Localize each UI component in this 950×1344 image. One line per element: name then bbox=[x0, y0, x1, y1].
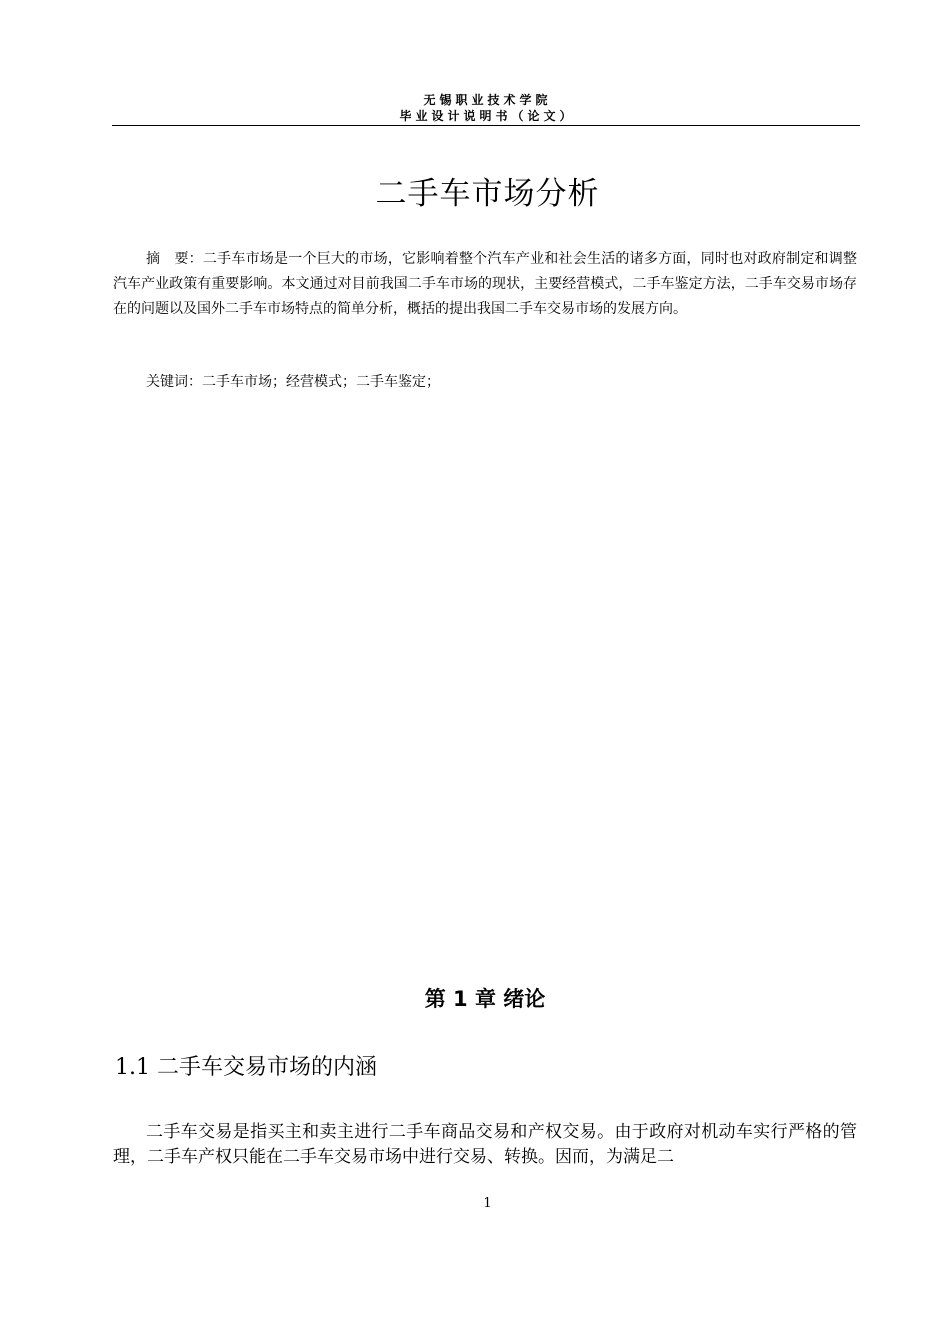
keywords-label: 关键词： bbox=[146, 374, 202, 390]
section-heading: 1.1 二手车交易市场的内涵 bbox=[115, 1055, 377, 1080]
page-number: 1 bbox=[483, 1196, 492, 1211]
keywords-text: 二手车市场；经营模式；二手车鉴定； bbox=[202, 374, 440, 390]
chapter-heading: 第 1 章 绪论 bbox=[424, 987, 546, 1011]
header-document-type: 毕业设计说明书（论文） bbox=[399, 109, 576, 123]
abstract-paragraph bbox=[113, 247, 857, 322]
header-school-name: 无锡职业技术学院 bbox=[423, 93, 552, 107]
header-rule bbox=[112, 125, 860, 126]
body-paragraph bbox=[113, 1120, 857, 1170]
thesis-title: 二手车市场分析 bbox=[375, 176, 600, 212]
abstract-text: 二手车市场是一个巨大的市场，它影响着整个汽车产业和社会生活的诸多方面，同时也对政府制定和调整汽车产业政策有重要影响。本文通过对目前我国二手车市场的现状，主要经营模式，二手车鉴定方法，二手车交易市场存在的问题以及国外二手车市场特点的简单分析，概括的提出我国二手车交易市场的发展方向。 bbox=[113, 251, 858, 317]
abstract-label: 摘 要： bbox=[146, 251, 203, 267]
keywords-line bbox=[146, 372, 440, 392]
body-paragraph-text: 二手车交易是指买主和卖主进行二手车商品交易和产权交易。由于政府对机动车实行严格的管理，二手车产权只能在二手车交易市场中进行交易、转换。因而，为满足二 bbox=[113, 1122, 857, 1167]
